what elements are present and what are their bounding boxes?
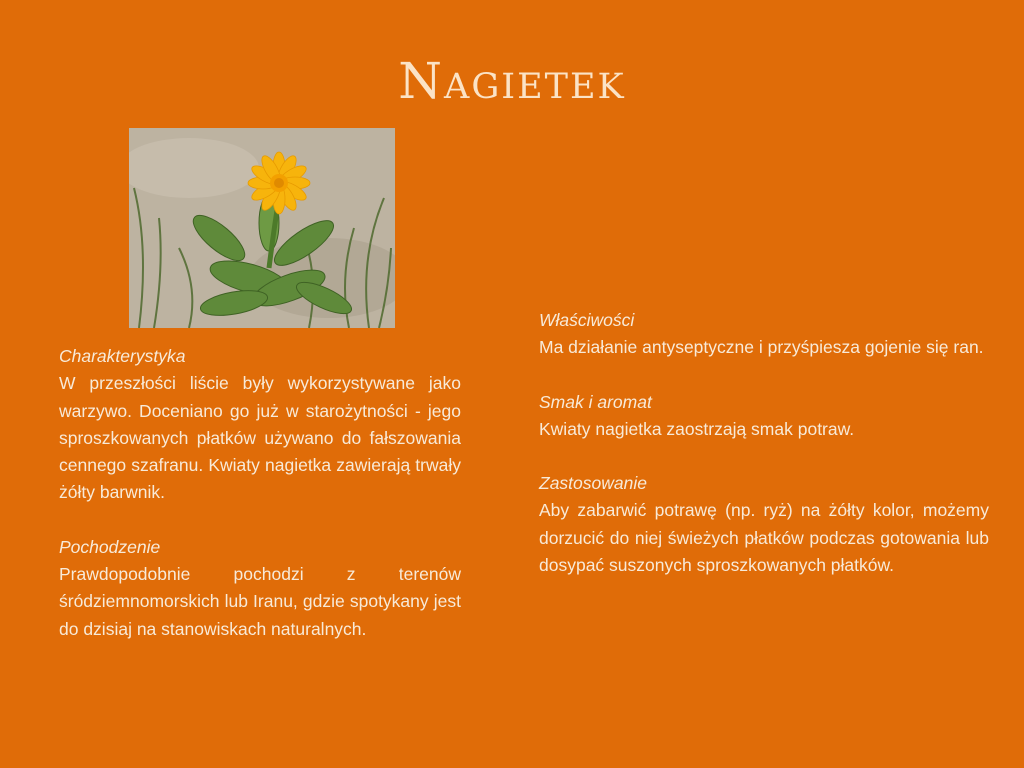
section-body: W przeszłości liście były wykorzystywane jako warzywo. Doceniano go już w starożytności - jego sproszkowanych płatków używano do fałszowania cennego szafranu. Kwiaty nagietka zawierają trwały żółty barwnik. xyxy=(59,373,461,503)
section-heading: Charakterystyka xyxy=(59,346,186,366)
left-column xyxy=(59,343,461,670)
section-body: Prawdopodobnie pochodzi z terenów śródziemnomorskich lub Iranu, gdzie spotykany jest do dzisiaj na stanowiskach naturalnych. xyxy=(59,564,461,639)
section-heading: Pochodzenie xyxy=(59,536,161,557)
calendula-photo xyxy=(129,128,395,328)
section-smak-i-aromat xyxy=(539,389,989,444)
section-body: Aby zabarwić potrawę (np. ryż) na żółty kolor, możemy dorzucić do niej świeżych płatków podczas gotowania lub dosypać suszonych sproszkowanych płatków. xyxy=(539,500,989,576)
calendula-illustration xyxy=(129,128,395,328)
right-column xyxy=(539,307,989,606)
section-body: Ma działanie antyseptyczne i przyśpiesza gojenie się ran. xyxy=(539,337,984,358)
section-heading: Zastosowanie xyxy=(539,473,647,494)
section-charakterystyka xyxy=(59,343,461,507)
section-zastosowanie xyxy=(539,470,989,579)
section-pochodzenie xyxy=(59,534,461,643)
section-body: Kwiaty nagietka zaostrzają smak potraw. xyxy=(539,418,855,439)
section-heading: Smak i aromat xyxy=(539,391,652,412)
slide-title: Nagietek xyxy=(398,52,626,110)
section-heading: Właściwości xyxy=(539,310,635,330)
section-wlasciwosci xyxy=(539,307,989,362)
